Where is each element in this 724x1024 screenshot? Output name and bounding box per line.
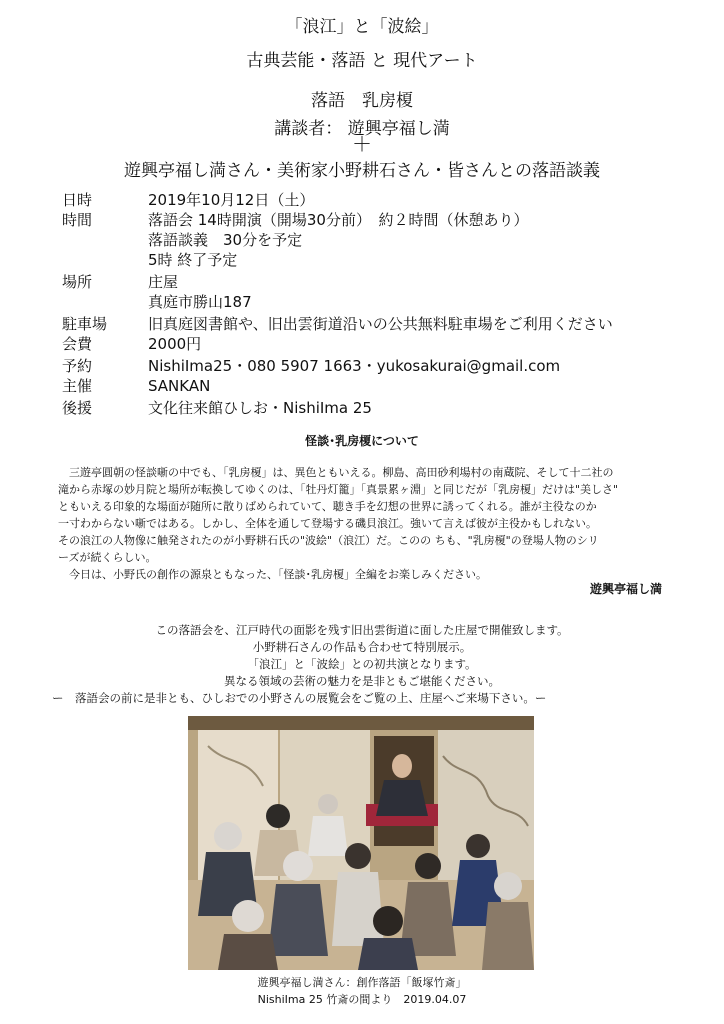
essay-line: 滝から赤塚の妙月院と場所が転換してゆくのは、「牡丹灯籠」「真景累ヶ淵」と同じだが「乳房榎」だけは"美しさ" (58, 483, 619, 496)
time-label: 時間 (62, 211, 93, 229)
date-label: 日時 (62, 191, 93, 209)
place-label: 場所 (62, 273, 93, 291)
photo-illustration (188, 716, 534, 970)
fee-label: 会費 (62, 335, 93, 353)
plus-sign: ＋ (352, 132, 372, 156)
notice-line: 小野耕石さんの作品も合わせて特別展示。 (252, 640, 472, 654)
title-line-2: 古典芸能・落語 と 現代アート (246, 51, 478, 71)
rakugo-performance-photo (188, 716, 534, 970)
essay-body (58, 464, 678, 583)
essay-line: ーズが続くらしい。 (58, 551, 157, 564)
essay-line: 三遊亭圓朝の怪談噺の中でも、「乳房榎」は、異色ともいえる。柳島、高田砂利場村の南蔵院、そして十二社の (58, 466, 614, 479)
time-value-2: 落語談義 30分を予定 (148, 231, 303, 249)
notice-line: 異なる領域の芸術の魅力を是非ともご堪能ください。 (224, 674, 500, 688)
place-value-1: 庄屋 (148, 273, 179, 291)
time-value-1: 落語会 14時開演（開場30分前） 約２時間（休憩あり） (148, 211, 529, 229)
essay-signature: 遊興亭福し満 (589, 582, 662, 596)
photo-caption (0, 974, 724, 1008)
event-notice (0, 622, 724, 707)
support-label: 後援 (62, 399, 93, 417)
program-title: 落語 乳房榎 (311, 91, 413, 111)
reserve-value: NishiIma25・080 5907 1663・yukosakurai@gmail.com (148, 357, 561, 375)
talk-session-line: 遊興亭福し満さん・美術家小野耕石さん・皆さんとの落語談義 (124, 161, 600, 181)
essay-line: 一寸わからない噺ではある。しかし、全体を通して登場する磯貝浪江。強いて言えば彼が主役かもしれない。 (58, 517, 597, 530)
essay-line: 今日は、小野氏の創作の源泉ともなった、「怪談･乳房榎」全編をお楽しみください。 (58, 568, 487, 581)
parking-label: 駐車場 (62, 315, 108, 333)
reserve-label: 予約 (62, 357, 93, 375)
title-line-1: 「浪江」と「波絵」 (285, 17, 439, 37)
place-value-2: 真庭市勝山187 (148, 293, 252, 311)
fee-value: 2000円 (148, 335, 202, 353)
time-value-3: 5時 終了予定 (148, 251, 238, 269)
essay-line: その浪江の人物像に触発されたのが小野耕石氏の"波絵"（浪江）だ。このの ちも、"乳房榎"の登場人物のシリ (58, 534, 599, 547)
notice-line: この落語会を、江戸時代の面影を残す旧出雲街道に面した庄屋で開催致します。 (155, 623, 569, 637)
caption-line-1: 遊興亭福し満さん：創作落語「飯塚竹斎」 (257, 976, 467, 989)
date-value: 2019年10月12日（土） (148, 191, 315, 209)
host-value: SANKAN (148, 377, 211, 395)
notice-line: 「浪江」と「波絵」との初共演となります。 (247, 657, 477, 671)
parking-value: 旧真庭図書館や、旧出雲街道沿いの公共無料駐車場をご利用ください (148, 315, 613, 333)
support-value: 文化往来館ひしお・NishiIma 25 (148, 399, 372, 417)
performer-line: 講談者： 遊興亭福し満 (274, 119, 450, 139)
notice-last-line: ー 落語会の前に是非とも、ひしおでの小野さんの展覧会をご覧の上、庄屋へご来場下さい。ー (52, 691, 547, 705)
essay-title: 怪談･乳房榎について (305, 434, 419, 448)
caption-line-2: NishiIma 25 竹斎の間より 2019.04.07 (257, 993, 467, 1006)
host-label: 主催 (62, 377, 93, 395)
essay-line: ともいえる印象的な場面が随所に散りばめられていて、聴き手を幻想の世界に誘ってくれる。誰が主役なのか (58, 500, 597, 513)
